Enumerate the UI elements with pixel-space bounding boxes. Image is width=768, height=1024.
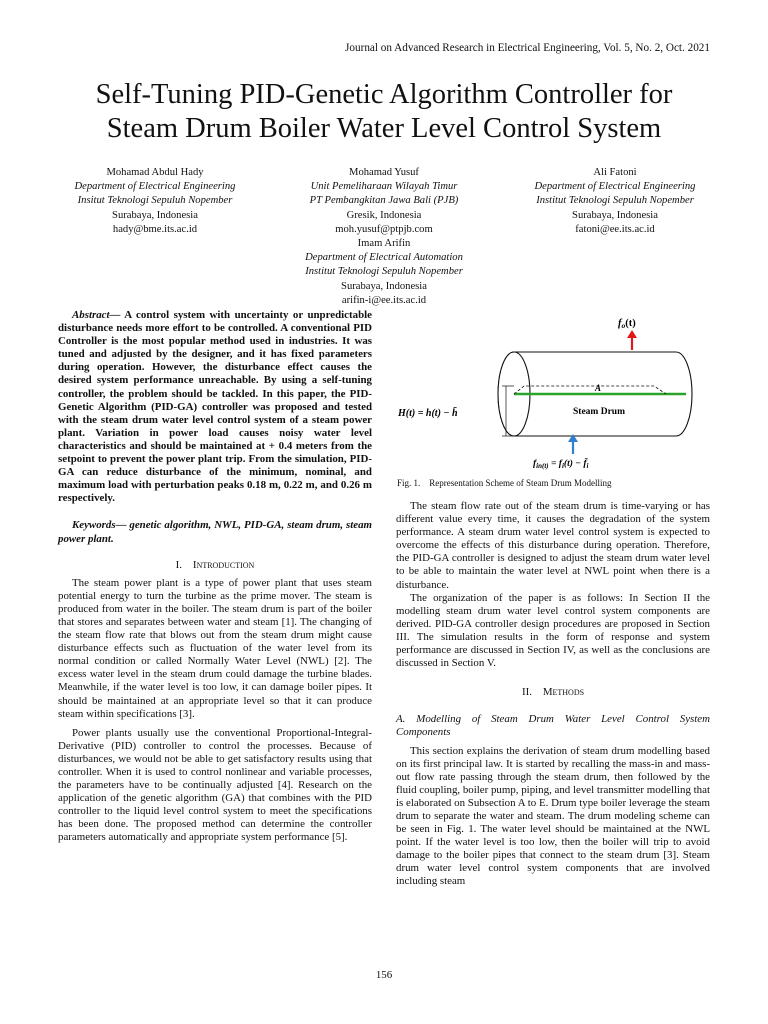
- paper-title: [40, 78, 728, 146]
- author-name: Mohamad Abdul Hady: [106, 167, 204, 178]
- author-institution: Institut Teknologi Sepuluh Nopember: [305, 266, 463, 278]
- journal-header: Journal on Advanced Research in Electrical Engineering, Vol. 5, No. 2, Oct. 2021: [345, 42, 710, 54]
- figure-caption: Fig. 1. Representation Scheme of Steam Drum Modelling: [397, 478, 612, 488]
- steam-drum-diagram: [396, 314, 712, 474]
- author-affiliation: Unit Pemeliharaan Wilayah Timur: [310, 181, 458, 193]
- area-label: A: [595, 383, 602, 393]
- author-city: Surabaya, Indonesia: [341, 280, 427, 292]
- author-institution: PT Pembangkitan Jawa Bali (PJB): [309, 195, 459, 207]
- inflow-arrow-head: [568, 434, 578, 442]
- title-line-2: Steam Drum Boiler Water Level Control System: [106, 113, 662, 144]
- drum-label: Steam Drum: [573, 407, 625, 417]
- level-equation: H(t) = h(t) − h̄: [398, 408, 458, 419]
- intro-paragraph-2: Power plants usually use the conventional Proportional-Integral-Derivative (PID) controller to control the processes. Because of disturbances, we would not be able to get satisfactory results using that controller. When it is used to control nonlinear and variable processes, the parameters have to be continually adjusted [4]. Research on the application of the genetic algorithm (GA) that combines with the PID controller to the liquid level control system to meet the specifications has been done. The proposed method can determine the controller parameters automatically and appropriate system performance [5].: [58, 726, 372, 844]
- outflow-arrow-head: [627, 330, 637, 338]
- author-city: Surabaya, Indonesia: [112, 209, 198, 221]
- section-number: I.: [175, 558, 183, 571]
- section-heading-introduction: [58, 559, 372, 572]
- author-affiliation: Department of Electrical Engineering: [534, 181, 696, 193]
- author-name: Imam Arifin: [357, 238, 411, 249]
- outflow-label: fo(t): [618, 318, 636, 330]
- keywords-label: Keywords—: [72, 519, 127, 532]
- author-institution: Insitut Teknologi Sepuluh Nopember: [77, 195, 233, 207]
- section-number: II.: [521, 686, 532, 699]
- figure-1: [396, 314, 712, 474]
- author-name: Ali Fatoni: [593, 167, 637, 178]
- author-block-3: [500, 166, 730, 237]
- section-heading-methods: [396, 686, 710, 699]
- author-institution: Institut Teknologi Sepuluh Nopember: [536, 195, 694, 207]
- keywords: [58, 519, 372, 545]
- abstract-label: Abstract—: [72, 309, 121, 321]
- right-column: [396, 500, 710, 889]
- right-paragraph-1: The steam flow rate out of the steam drum is time-varying or has different value every time, it causes the degradation of the system performance. A steam drum water level control system is expected to overcome the effects of this disturbance during operation. Therefore, the PID-GA controller is designed to adjust the steam drum water level to be able to maintain the water level at NWL point when there is a disturbance.: [396, 500, 710, 591]
- page-number: 156: [375, 969, 393, 981]
- author-city: Gresik, Indonesia: [346, 209, 422, 221]
- methods-paragraph-1: This section explains the derivation of steam drum modelling based on its first principal law. It is started by recalling the mass-in and mass-out flow rate passing through the steam drum, then followed by the fluid coupling, boiler pump, piping, and level transmitter modelling that is elaborated on Subsection A to E. Drum type boiler leverage the steam drum to separate the water and steam. The drum modeling scheme can be seen in Fig. 1. The water level should be maintained at the NWL point. If the water level is too low, then the boiler will trip to avoid damage to the boiler pipes that connect to the steam drum [3]. Steam drum water level control system components that are involved including steam: [396, 744, 710, 888]
- author-email[interactable]: moh.yusuf@ptpjb.com: [335, 223, 433, 235]
- keywords-text: genetic algorithm, NWL, PID-GA, steam drum, steam power plant.: [58, 519, 372, 545]
- water-surface-outline: [514, 386, 666, 394]
- intro-paragraph-1: The steam power plant is a type of power plant that uses steam potential energy to turn the turbine as the prime mover. The steam is produced from water in the boiler. The steam drum is part of the boiler that stores and separates between water and steam [1]. The changing of the steam flow rate that blows out from the steam drum might cause disturbance effects such as fluctuation of the water level from its normal condition or called Normally Water Level (NWL) [2]. The excess water level in the steam drum could damage the turbine blades. Meanwhile, if the water level is too low, it can damage boiler pipes. It should be maintained at an appropriate level so that it can produce steam within specifications [3].: [58, 576, 372, 720]
- author-block-1: [40, 166, 270, 237]
- section-title: Methods: [542, 686, 585, 699]
- author-affiliation: Department of Electrical Automation: [305, 252, 463, 264]
- abstract-text: A control system with uncertainty or unpredictable disturbance needs more effort to be controlled. A conventional PID Controller is the most popular method used in industries. It was tuned and adjusted by the designer, and it has fixed parameters during operation. However, the disturbance effect causes the desired system performance unreachable. By using a self-tuning controller, the problem should be tackled. In this paper, the PID-Genetic Algorithm (PID-GA) controller was proposed and tested with the steam drum water level control system of a steam power plant. Variation in power load causes noisy water level characteristics and should be maintained at + 0.4 meters from the setpoint to prevent the power plant trip. From the simulation, PID-GA can reduce disturbance of the minimum, nominal, and maximum load with perturbation peaks 0.18 m, 0.22 m, and 0.26 m respectively.: [58, 309, 372, 505]
- left-column: [58, 309, 372, 845]
- author-city: Surabaya, Indonesia: [572, 209, 658, 221]
- author-name: Mohamad Yusuf: [349, 167, 419, 178]
- subsection-heading-a: A. Modelling of Steam Drum Water Level Control System Components: [396, 713, 710, 739]
- author-affiliation: Department of Electrical Engineering: [74, 181, 236, 193]
- author-email[interactable]: hady@bme.its.ac.id: [112, 223, 198, 235]
- title-line-1: Self-Tuning PID-Genetic Algorithm Controller for: [95, 79, 673, 110]
- abstract: [58, 309, 372, 505]
- right-paragraph-2: The organization of the paper is as follows: In Section II the modelling steam drum water level control system components are derived. PID-GA controller design procedures are proposed in Section III. The simulation results in the form of response and system performance are discussed in Section IV, as well as the conclusions are discussed in Section V.: [396, 591, 710, 670]
- author-block-4: [269, 237, 499, 308]
- section-title: Introduction: [192, 558, 255, 571]
- inflow-equation: $f_{in(t)} = f_i(t)$ − $f̄_i$: [533, 459, 589, 470]
- author-block-2: [269, 166, 499, 237]
- author-email[interactable]: arifin-i@ee.its.ac.id: [341, 294, 427, 306]
- author-email[interactable]: fatoni@ee.its.ac.id: [575, 223, 655, 235]
